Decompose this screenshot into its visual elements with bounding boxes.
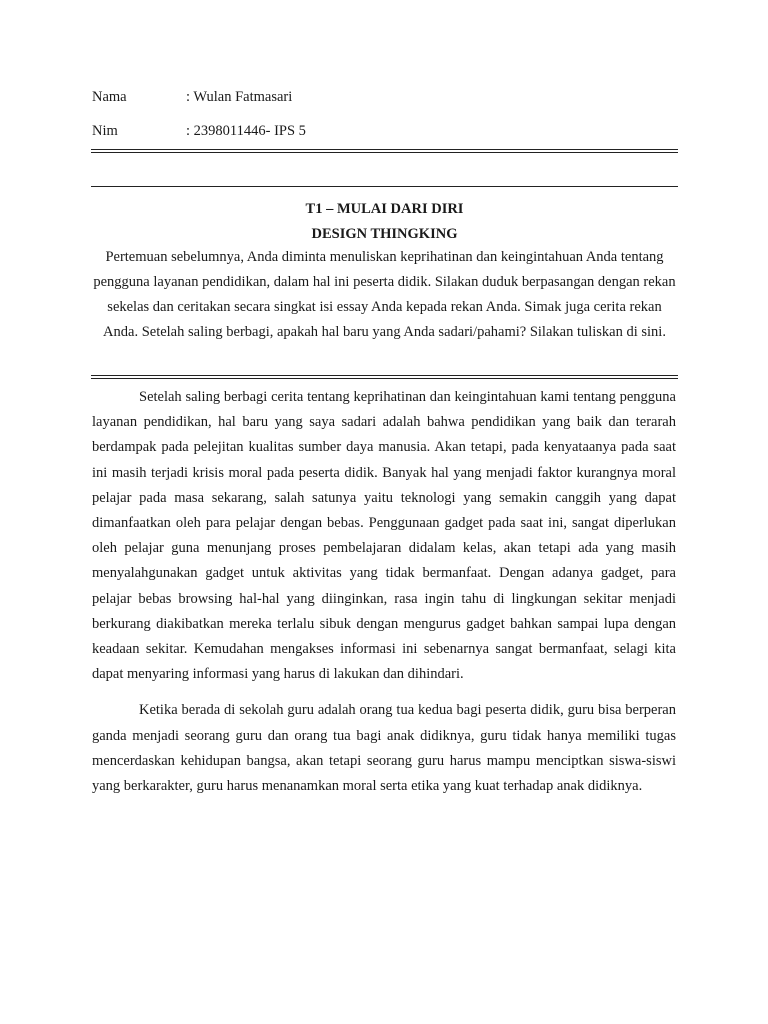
answer-paragraph-2: Ketika berada di sekolah guru adalah orang tua kedua bagi peserta didik, guru bisa berperan ganda menjadi seorang guru dan orang tua bagi anak didiknya, guru tidak hanya memiliki tugas mencerdaskan kehidupan bangsa, akan tetapi seorang guru harus mampu menciptkan siswa-siswi yang berkarakter, guru harus menanamkan moral serta etika yang kuat terhadap anak didiknya. bbox=[92, 702, 676, 795]
assignment-question: Pertemuan sebelumnya, Anda diminta menuliskan keprihatinan dan keingintahuan Anda tentang pengguna layanan pendidikan, dalam hal ini peserta didik. Silakan duduk berpasangan dengan rekan sekelas dan ceritakan secara singkat isi essay Anda kepada rekan Anda. Simak juga cerita rekan Anda. Setelah saling berbagi, apakah hal baru yang Anda sadari/pahami? Silakan tuliskan di sini. bbox=[93, 249, 676, 340]
prompt-bottom-divider bbox=[91, 375, 678, 379]
nim-value: : 2398011446- IPS 5 bbox=[186, 123, 306, 139]
name-label: Nama bbox=[92, 89, 127, 105]
answer-paragraph-1: Setelah saling berbagi cerita tentang keprihatinan dan keingintahuan kami tentang pengguna layanan pendidikan, hal baru yang saya sadari adalah bahwa pendidikan yang baik dan terarah berdampak pada pelejitan kualitas sumber daya manusia. Akan tetapi, pada kenyataanya pada saat ini masih terjadi krisis moral pada peserta didik. Banyak hal yang menjadi faktor kurangnya moral pelajar pada masa sekarang, salah satunya yaitu teknologi yang semakin canggih yang dapat dimanfaatkan oleh para pelajar dengan bebas. Penggunaan gadget pada saat ini, sangat diperlukan oleh pelajar guna menunjang proses pembelajaran didalam kelas, akan tetapi ada yang masih menyalahgunakan gadget untuk aktivitas yang tidak bermanfaat. Dengan adanya gadget, para pelajar bebas browsing hal-hal yang diinginkan, rasa ingin tahu di lingkungan sekitar menjadi berkurang diakibatkan mereka terlalu sibuk dengan mengurus gadget bahkan sampai lupa dengan keadaan sekitar. Kemudahan mengakses informasi ini sebenarnya sangat bermanfaat, selagi kita dapat menyaring informasi yang harus di lakukan dan dihindari. bbox=[92, 389, 676, 683]
answer-body bbox=[92, 385, 676, 799]
name-field-row bbox=[92, 88, 292, 106]
header-divider bbox=[91, 149, 678, 153]
assignment-prompt bbox=[91, 197, 678, 345]
prompt-top-divider bbox=[91, 186, 678, 187]
name-value: : Wulan Fatmasari bbox=[186, 89, 293, 105]
nim-label: Nim bbox=[92, 123, 118, 139]
nim-field-row bbox=[92, 122, 306, 140]
assignment-subtitle: DESIGN THINGKING bbox=[311, 226, 458, 242]
assignment-title: T1 – MULAI DARI DIRI bbox=[305, 201, 464, 217]
